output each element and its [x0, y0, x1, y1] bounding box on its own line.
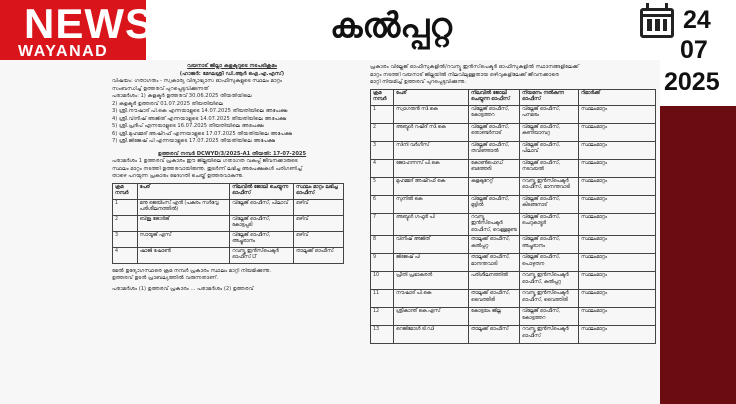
- table-cell: സ്ഥലംമാറ്റം: [579, 195, 656, 213]
- table-cell: ഒഴിവ്: [293, 215, 343, 231]
- news-wayanad-logo: [0, 0, 154, 60]
- table-cell: താലൂക്ക് ഓഫീസ്, കൽപ്പറ്റ: [469, 236, 520, 254]
- table-cell: 4: [371, 159, 394, 177]
- doc-ref: പരാമർശം: 1) കളക്ടർ ഉത്തരവ് 30.06.2025 തീയതിയിലെ: [112, 93, 252, 99]
- table-row: [371, 236, 656, 254]
- table-cell: വില്ലേജ് ഓഫീസ്, കോട്ടത്തറ: [469, 105, 520, 123]
- table-cell: സ്ഥലംമാറ്റം: [579, 254, 656, 272]
- table-cell: 5: [371, 177, 394, 195]
- table-row: [371, 254, 656, 272]
- doc-intro-line: സംബന്ധിച്ച് ഉത്തരവ് പുറപ്പെടുവിക്കുന്നത്: [112, 85, 209, 92]
- doc-ref: 7) ശ്രീ.ജിജേഷ് പി എന്നയാളുടെ 17.07.2025 തീയതിയിലെ അപേക്ഷ: [112, 138, 276, 144]
- calendar-icon: [640, 8, 674, 38]
- date-year: 2025: [664, 68, 720, 96]
- doc-ref: 4) ശ്രീ.വിനീഷ് അജിത് എന്നയാളുടെ 14.07.2025 തീയതിയിലെ അപേക്ഷ: [112, 115, 287, 122]
- table-header-cell: റിമാർക്ക്: [579, 89, 656, 105]
- table-cell: കോൺഫെഡ് ബത്തേരി: [469, 159, 520, 177]
- table-cell: വില്ലേജ് ഓഫീസ്, അച്ചൂരാനം: [230, 231, 294, 247]
- table-cell: വില്ലേജ് ഓഫീസ്, തവിഞ്ഞാൽ: [469, 141, 520, 159]
- table-cell: ഒഴിവ്: [293, 231, 343, 247]
- table-cell: സ്ഥലംമാറ്റം: [579, 177, 656, 195]
- left-transfer-table: [112, 183, 344, 264]
- table-row: [371, 105, 656, 123]
- table-cell: 3: [371, 141, 394, 159]
- table-cell: സ്ഥലംമാറ്റം: [579, 213, 656, 236]
- table-row: [113, 215, 344, 231]
- table-cell: 1: [113, 199, 138, 215]
- table-cell: വിനീഷ് അജിത്: [394, 236, 469, 254]
- table-cell: റവന്യൂ ഇൻസ്‌പെക്ടർ ഓഫീസ്, വൈത്തിരി: [520, 290, 579, 308]
- table-cell: വില്ലേജ് ഓഫീസ്, കോട്ടപ്പടി: [230, 215, 294, 231]
- doc-intro-line: പ്രകാരം വില്ലേജ് ഓഫീസുകളിൽ/റവന്യൂ ഇൻസ്‌പെക്ടർ ഓഫീസുകളിൽ സ്ഥാനങ്ങളിലേക്ക്: [370, 64, 579, 70]
- table-cell: ഒഴിവ്: [293, 199, 343, 215]
- table-cell: 7: [371, 213, 394, 236]
- table-cell: റവന്യൂ ഇൻസ്‌പെക്ടർ ഓഫീസ് LT: [230, 247, 294, 263]
- table-row: [371, 308, 656, 326]
- table-cell: വില്ലേജ് ഓഫീസ്, പനമരം: [520, 105, 579, 123]
- table-cell: റവന്യൂ ഇൻസ്‌പെക്ടർ ഓഫീസ്, മാനന്തവാടി: [520, 177, 579, 195]
- table-row: [113, 231, 344, 247]
- doc-intro-line: മാറ്റി നിയമിച്ച് ഉത്തരവ് പുറപ്പെടുവിക്കുന്നു.: [370, 79, 467, 85]
- table-cell: 9: [371, 254, 394, 272]
- table-header-cell: ക്രമ നമ്പർ: [113, 183, 138, 199]
- table-cell: പരിശീലനത്തിൽ: [469, 272, 520, 290]
- table-cell: 2: [371, 123, 394, 141]
- doc-order-number: ഉത്തരവ് നമ്പർ DCWYD/3/2025-A1 തീയതി: 17-07-2025: [157, 150, 307, 157]
- date-day: 24: [683, 6, 711, 34]
- table-row: [371, 213, 656, 236]
- table-cell: വില്ലേജ് ഓഫീസ്, പൊഴുതന: [520, 254, 579, 272]
- table-cell: വില്ലേജ് ഓഫീസ്, പിലാവ്: [230, 199, 294, 215]
- table-header-row: [371, 89, 656, 105]
- table-cell: സായൂജ് എസ്: [137, 231, 230, 247]
- table-cell: അബ്ദുൾ റഷീദ് സി.കെ: [394, 123, 469, 141]
- doc-subheading: (ഹാജർ: മേഘശ്രീ ഡി.ആർ ഐ.എ.എസ്): [179, 70, 285, 77]
- table-header-cell: ക്രമ നമ്പർ: [371, 89, 394, 105]
- table-row: [371, 159, 656, 177]
- table-cell: വില്ലേജ് ഓഫീസ്, അച്ചൂരാനം: [520, 236, 579, 254]
- doc-ref: 6) ശ്രീ.മുഹമ്മദ് അഷ്റഫ് എന്നയാളുടെ 17.07.2025 തീയതിയിലെ അപേക്ഷ: [112, 130, 293, 137]
- table-header-cell: സ്ഥലം മാറ്റം ലഭിച്ച ഓഫീസ്: [293, 183, 343, 199]
- table-cell: സ്ഥലംമാറ്റം: [579, 308, 656, 326]
- table-cell: 2: [113, 215, 138, 231]
- document-left-page: [112, 60, 352, 293]
- table-cell: മനു ജെയിംസ് എൻ (പകരം സർവ്വേ പരിശീലനത്തിൽ): [137, 199, 230, 215]
- table-cell: ശ്രീകാന്ത് കെ.എസ്: [394, 308, 469, 326]
- table-cell: റവന്യൂ ഇൻസ്‌പെക്ടർ ഓഫീസ്, വെള്ളമുണ്ട: [469, 213, 520, 236]
- table-row: [371, 123, 656, 141]
- doc-footer-line: ഉത്തരവ് ഉടൻ പ്രാബല്യത്തിൽ വരുന്നതാണ്.: [112, 275, 219, 281]
- table-cell: വില്ലേജ് ഓഫീസ്, നടവയൽ: [520, 159, 579, 177]
- table-row: [371, 272, 656, 290]
- doc-footer-line: പരാമർശം (1) ഉത്തരവ് പ്രകാരം ... പരാമർശം (2) ഉത്തരവ്: [112, 285, 254, 292]
- headline: കൽപ്പറ്റ: [330, 6, 453, 46]
- doc-paragraph-line: സ്ഥലം മാറ്റം നടത്തി ഉത്തരവായിരുന്നു. തുടർന്ന് ലഭിച്ച അപേക്ഷകൾ പരിഗണിച്ച്: [112, 165, 303, 172]
- table-cell: 10: [371, 272, 394, 290]
- doc-intro-line: മാറ്റം നടത്തി വയനാട് ജില്ലയിൽ നിലവിലുള്ളതായ ഒഴിവുകളിലേക്ക് ജീവനക്കാരെ: [370, 71, 559, 78]
- table-cell: സ്വാഗതൻ സി.കെ: [394, 105, 469, 123]
- doc-paragraph-line: പരാമർശം 1 ഉത്തരവ് പ്രകാരം ഈ ജില്ലയിലെ ഗതാഗത വകുപ്പ് ജീവനക്കാരുടെ: [112, 158, 298, 164]
- table-cell: അബ്ദുൾ ഗഫൂർ പി: [394, 213, 469, 236]
- table-cell: വില്ലേജ് ഓഫീസ്, കോട്ടത്തറ: [520, 308, 579, 326]
- table-cell: ഷാജി ഷോൺ: [137, 247, 230, 263]
- table-cell: മുഹമ്മദ് അഷ്റഫ് കെ: [394, 177, 469, 195]
- doc-ref: 5) ശ്രീ.പ്രദീപ് എന്നയാളുടെ 16.07.2025 തീയതിയിലെ അപേക്ഷ: [112, 123, 264, 129]
- table-cell: 6: [371, 195, 394, 213]
- table-cell: താലൂക്ക് ഓഫീസ്, വൈത്തിരി: [469, 290, 520, 308]
- table-row: [371, 326, 656, 344]
- table-cell: സ്ഥലംമാറ്റം: [579, 236, 656, 254]
- document-image: [0, 60, 660, 404]
- table-cell: 12: [371, 308, 394, 326]
- table-cell: 1: [371, 105, 394, 123]
- table-cell: കളക്ടറേറ്റ്: [469, 177, 520, 195]
- table-cell: വില്ലേജ് ഓഫീസ്, തൊണ്ടർനാട്: [469, 123, 520, 141]
- table-cell: ജിജേഷ് പി: [394, 254, 469, 272]
- table-cell: വില്ലേജ് ഓഫീസ്, ചെറുകാട്ടൂർ: [520, 213, 579, 236]
- table-cell: സ്ഥലംമാറ്റം: [579, 105, 656, 123]
- table-row: [371, 195, 656, 213]
- table-cell: റെജിമോൾ ടി.ഡി: [394, 326, 469, 344]
- table-row: [371, 290, 656, 308]
- table-cell: 8: [371, 236, 394, 254]
- table-cell: ബിജു ജോർജ്: [137, 215, 230, 231]
- doc-intro-line: വിഷയം: ഗതാഗതം - സ്വകാര്യ വിദ്യാഭ്യാസ ഓഫീസുകളുടെ സ്ഥലം മാറ്റം: [112, 78, 283, 84]
- doc-heading: വയനാട് ജില്ലാ കളക്ടറുടെ നടപടിക്രമം: [187, 63, 277, 69]
- table-cell: സ്ഥലംമാറ്റം: [579, 141, 656, 159]
- table-cell: 3: [113, 231, 138, 247]
- table-cell: പ്രീതി പ്രഭാകരൻ: [394, 272, 469, 290]
- table-row: [113, 247, 344, 263]
- logo-news-text: NEWS: [24, 0, 154, 47]
- table-header-cell: നിലവിൽ ജോലി ചെയ്യുന്ന ഓഫീസ്: [230, 183, 294, 199]
- table-cell: സ്ഥലംമാറ്റം: [579, 272, 656, 290]
- table-cell: കോട്ടയം ജില്ല: [469, 308, 520, 326]
- table-cell: വില്ലേജ് ഓഫീസ്, മുട്ടിൽ: [469, 195, 520, 213]
- table-cell: ജോഹന്നസ് പി.കെ: [394, 159, 469, 177]
- table-row: [113, 199, 344, 215]
- table-cell: 4: [113, 247, 138, 263]
- right-transfer-table: [370, 89, 656, 345]
- table-cell: സ്ഥലംമാറ്റം: [579, 159, 656, 177]
- table-cell: നൗഷാദ് പി.കെ: [394, 290, 469, 308]
- table-cell: താലൂക്ക് ഓഫീസ്: [293, 247, 343, 263]
- table-cell: സുനിൽ കെ: [394, 195, 469, 213]
- table-cell: സ്ഥലംമാറ്റം: [579, 326, 656, 344]
- doc-footer-line: മേൽ ഉദ്യോഗസ്ഥരെ ക്രമ നമ്പർ പ്രകാരം സ്ഥലം മാറ്റി നിയമിക്കുന്നു.: [112, 267, 272, 274]
- table-cell: താലൂക്ക് ഓഫീസ്: [469, 326, 520, 344]
- table-cell: വില്ലേജ് ഓഫീസ്, കണിയാമ്പറ്റ: [520, 123, 579, 141]
- table-header-cell: പേര്: [137, 183, 230, 199]
- document-right-page: [370, 60, 656, 344]
- table-cell: 11: [371, 290, 394, 308]
- table-header-cell: നിലവിൽ ജോലി ചെയ്യുന്ന ഓഫീസ്: [469, 89, 520, 105]
- table-cell: വില്ലേജ് ഓഫീസ്, പിലാവ്: [520, 141, 579, 159]
- table-cell: റവന്യൂ ഇൻസ്‌പെക്ടർ ഓഫീസ്, കൽപ്പറ്റ: [520, 272, 579, 290]
- table-header-cell: നിയമനം നൽകുന്ന ഓഫീസ്: [520, 89, 579, 105]
- table-row: [371, 141, 656, 159]
- doc-paragraph-line: താഴെ പറയുന്ന പ്രകാരം ഭേദഗതി ചെയ്ത് ഉത്തരവാകുന്നു.: [112, 173, 244, 179]
- table-cell: സ്ഥലംമാറ്റം: [579, 123, 656, 141]
- date-month: 07: [680, 36, 708, 64]
- table-cell: സിനി വർഗീസ്: [394, 141, 469, 159]
- doc-ref: 3) ശ്രീ.നൗഷാദ് പി.കെ എന്നയാളുടെ 14.07.2025 തീയതിയിലെ അപേക്ഷ: [112, 108, 288, 114]
- logo-wayanad-text: WAYANAD: [18, 43, 109, 60]
- table-header-cell: പേര്: [394, 89, 469, 105]
- doc-ref: 2) കളക്ടർ ഉത്തരവ് 01.07.2025 തീയതിയിലെ: [112, 100, 224, 107]
- table-header-row: [113, 183, 344, 199]
- table-cell: താലൂക്ക് ഓഫീസ്, മാനന്തവാടി: [469, 254, 520, 272]
- table-cell: റവന്യൂ ഇൻസ്‌പെക്ടർ ഓഫീസ്: [520, 326, 579, 344]
- table-cell: 13: [371, 326, 394, 344]
- table-cell: വില്ലേജ് ഓഫീസ്, കിടങ്ങനാട്: [520, 195, 579, 213]
- table-cell: സ്ഥലംമാറ്റം: [579, 290, 656, 308]
- table-row: [371, 177, 656, 195]
